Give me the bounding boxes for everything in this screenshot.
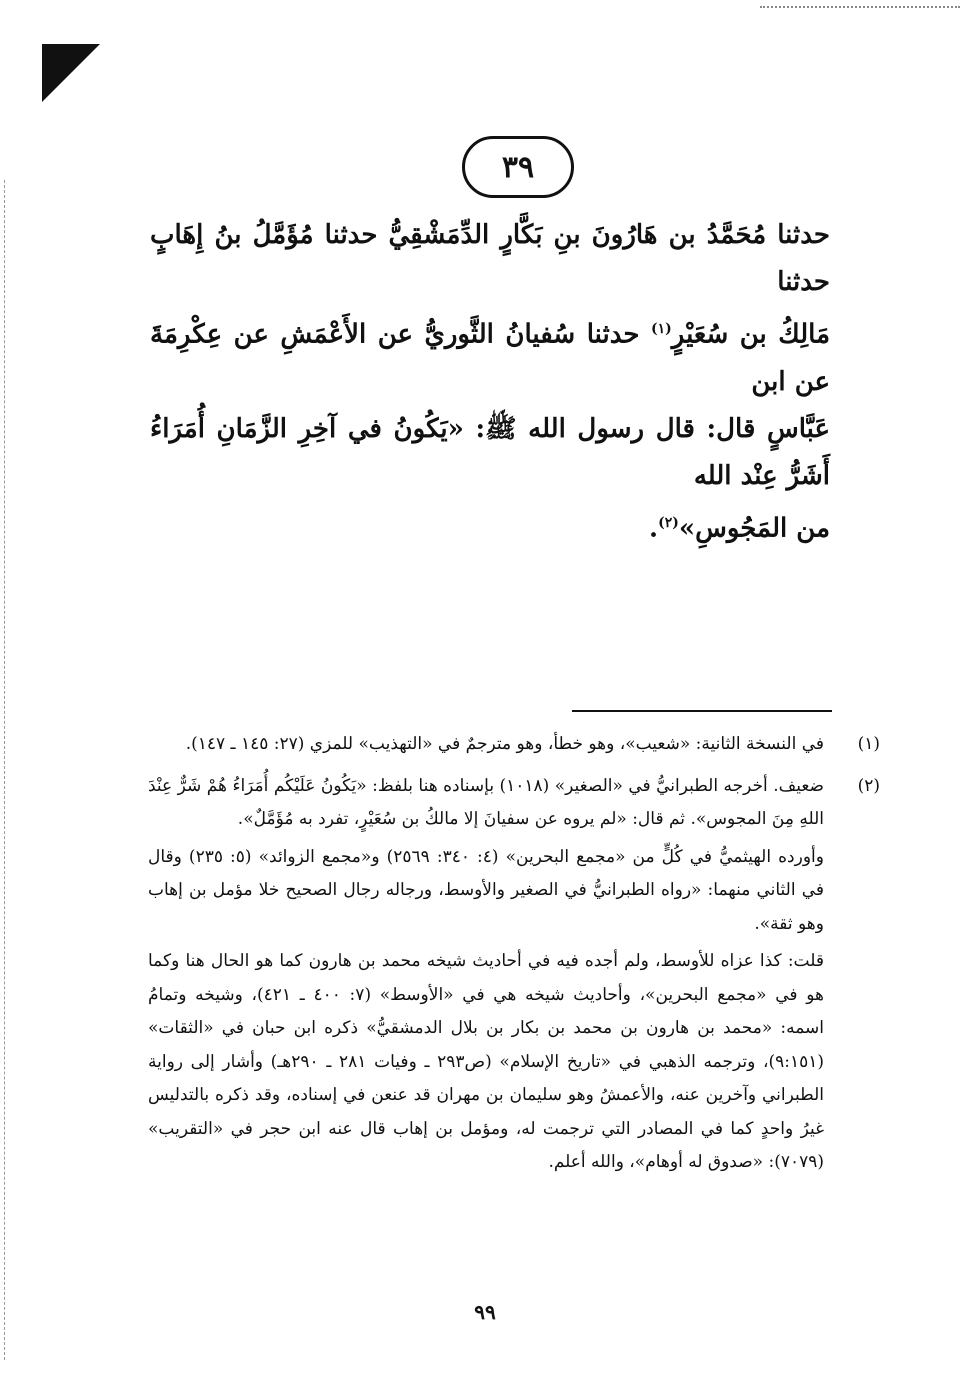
hadith-line-4-end: . xyxy=(649,513,659,544)
hadith-line-2 xyxy=(150,306,830,406)
footnote-body xyxy=(130,770,824,1184)
footnote-paragraph: قلت: كذا عزاه للأوسط، ولم أجده فيه في أحاديث شيخه محمد بن هارون كما هو الحال هنا وكما هو في «مجمع البحرين»، وأحاديث شيخه هي في «الأوسط» (٧: ٤٠٠ ـ ٤٢١)، وشيخه وتمامُ اسمه: «محمد بن هارون بن محمد بن بكار بن بلال الدمشقيُّ» ذكره ابن حبان في «الثقات» (٩:١٥١)، وترجمه الذهبي في «تاريخ الإسلام» (ص٢٩٣ ـ وفيات ٢٨١ ـ ٢٩٠هـ) وأشار إلى رواية الطبراني وآخرين عنه، والأعمشُ وهو سليمان بن مهران قد عنعن في إسناده، وقد ذكره بالتدليس غيرُ واحدٍ كما في المصادر التي ترجمت له، ومؤمل بن إهاب قال عنه ابن حجر في «التقريب» (٧٠٧٩): «صدوق له أوهام»، والله أعلم. xyxy=(148,951,824,1172)
hadith-line-2-start: مَالِكُ بن سُعَيْرٍ xyxy=(671,319,830,350)
hadith-line-4-start: من المَجُوسِ» xyxy=(678,513,830,544)
footnote-2 xyxy=(130,770,880,1184)
footnote-ref-1: (١) xyxy=(650,321,672,337)
footnote-ref-2: (٢) xyxy=(658,514,679,531)
hadith-line-2-end: حدثنا سُفيانُ الثَّوريُّ عن الأَعْمَشِ عن عِكْرِمَةَ عن ابن xyxy=(150,319,830,397)
footnote-separator xyxy=(572,710,832,712)
corner-triangle-mark xyxy=(42,44,100,102)
page-number: ٩٩ xyxy=(474,1300,496,1324)
footnote-number: (٢) xyxy=(857,775,880,796)
footnotes xyxy=(130,728,880,1188)
scan-edge-line xyxy=(4,180,6,1360)
hadith-number-badge xyxy=(462,136,574,198)
hadith-number: ٣٩ xyxy=(501,149,535,185)
footnote-1 xyxy=(130,728,880,766)
footnote-number: (١) xyxy=(857,734,880,754)
hadith-line-4 xyxy=(150,500,830,553)
hadith-line-1: حدثنا مُحَمَّدُ بن هَارُونَ بنِ بَكَّارٍ الدِّمَشْقِيُّ حدثنا مُؤَمَّلُ بنُ إِهَابٍ حدثنا xyxy=(150,220,830,297)
hadith-line-3: عَبَّاسٍ قال: قال رسول الله ﷺ: «يَكُونُ في آخِرِ الزَّمَانِ أُمَرَاءُ أَشَرُّ عِنْد الله xyxy=(150,413,830,491)
footnote-paragraph: ضعيف. أخرجه الطبرانيُّ في «الصغير» (١٠١٨) بإسناده هنا بلفظ: «يَكُونُ عَلَيْكُم أُمَرَاءُ هُمْ شَرٌّ عِنْدَ اللهِ مِنَ المجوس». ثم قال: «لم يروه عن سفيانَ إلا مالكُ بن سُعَيْرٍ، تفرد به مُؤَمَّلٌ». xyxy=(148,775,824,829)
footnote-body xyxy=(130,728,824,766)
scan-edge-dots xyxy=(760,6,960,10)
hadith-text xyxy=(150,212,830,552)
footnote-paragraph: وأورده الهيثميُّ في كُلٍّ من «مجمع البحرين» (٤: ٣٤٠: ٢٥٦٩) و«مجمع الزوائد» (٥: ٢٣٥) وقال في الثاني منهما: «رواه الطبرانيُّ في الصغير والأوسط، ورجاله رجال الصحيح خلا مؤمل بن إهاب وهو ثقة». xyxy=(148,846,824,934)
footnote-paragraph: في النسخة الثانية: «شعيب»، وهو خطأ، وهو مترجمٌ في «التهذيب» للمزي (٢٧: ١٤٥ ـ ١٤٧). xyxy=(185,734,824,754)
